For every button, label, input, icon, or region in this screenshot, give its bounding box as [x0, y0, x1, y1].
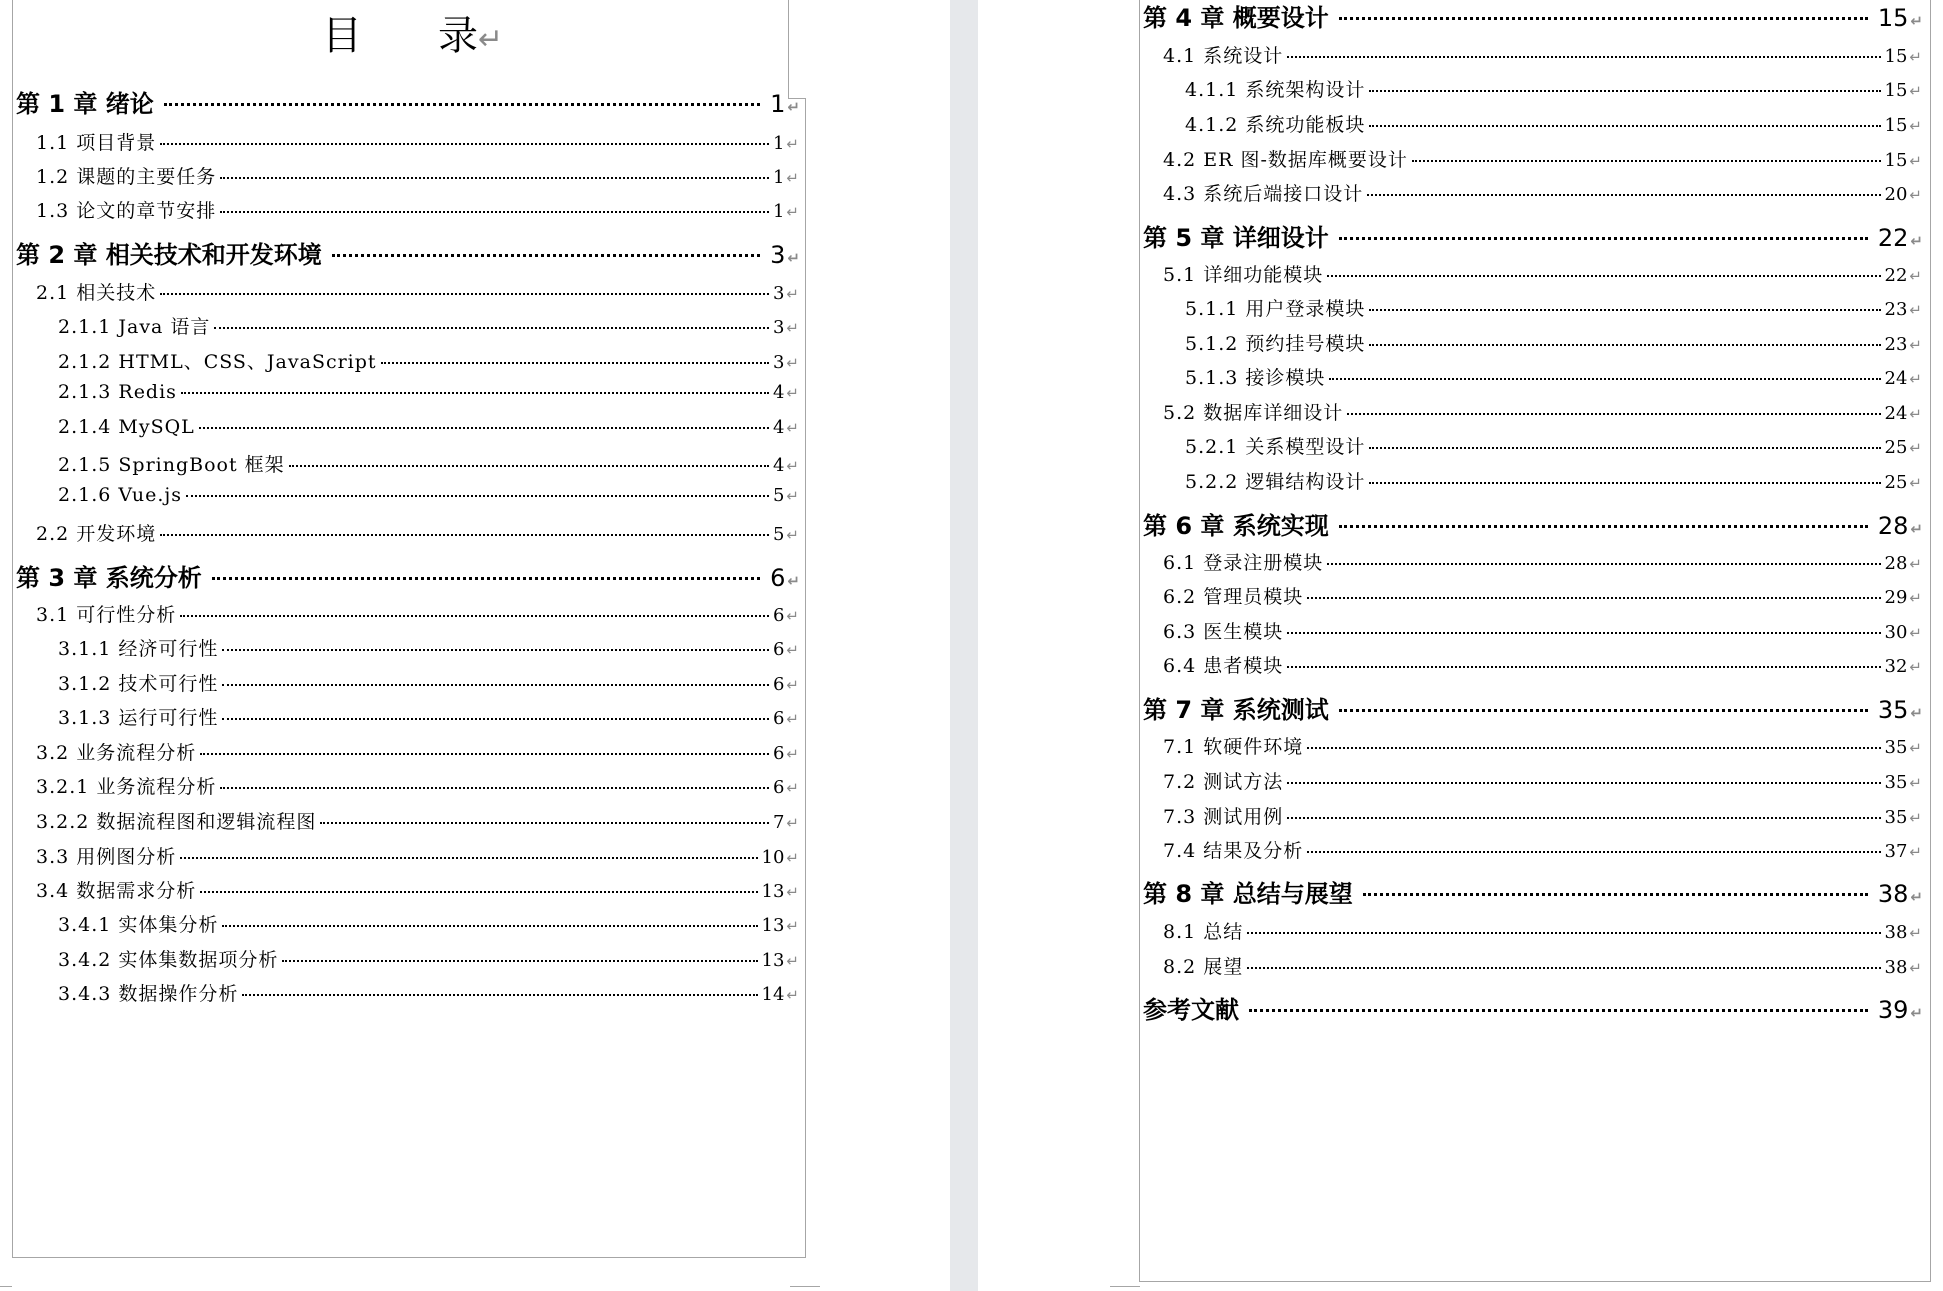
toc-entry-label: 6.2 管理员模块	[1163, 586, 1304, 608]
toc-page-number: 6	[772, 743, 785, 764]
dot-leader	[1329, 378, 1880, 380]
paragraph-mark: ↵	[1909, 152, 1923, 170]
toc-entry-label: 8.2 展望	[1163, 956, 1244, 978]
toc-page-number: 28	[1884, 553, 1908, 574]
paragraph-mark: ↵	[1910, 888, 1923, 906]
dot-leader	[220, 787, 769, 789]
toc-page-number: 28	[1877, 512, 1909, 540]
dot-leader	[1307, 597, 1880, 599]
toc-page-number: 6	[772, 777, 785, 798]
toc-subsection-entry[interactable]	[58, 312, 800, 339]
toc-entry-label: 1.3 论文的章节安排	[36, 200, 217, 222]
toc-section-entry[interactable]	[36, 196, 800, 223]
toc-entry-label: 5.2.2 逻辑结构设计	[1185, 471, 1366, 493]
toc-entry-label: 2.1.2 HTML、CSS、JavaScript	[58, 351, 377, 373]
toc-entry-label: 4.1.1 系统架构设计	[1185, 79, 1366, 101]
dot-leader	[164, 103, 760, 106]
dot-leader	[160, 293, 769, 295]
toc-page-number: 1	[772, 201, 785, 222]
toc-entry-label: 2.1.4 MySQL	[58, 416, 195, 438]
paragraph-mark: ↵	[478, 22, 504, 57]
dot-leader	[1369, 125, 1880, 127]
toc-entry-label: 第 7 章 系统测试	[1143, 696, 1329, 724]
toc-page-number: 6	[772, 708, 785, 729]
toc-subsection-entry[interactable]	[58, 416, 800, 438]
toc-page-number: 13	[761, 915, 785, 936]
toc-section-entry[interactable]	[1163, 582, 1923, 609]
toc-section-entry[interactable]	[1163, 41, 1923, 68]
toc-entry-label: 5.1.2 预约挂号模块	[1185, 333, 1366, 355]
page-gutter	[950, 0, 978, 1291]
toc-page-number: 30	[1884, 622, 1908, 643]
toc-title	[322, 4, 503, 61]
dot-leader	[242, 994, 757, 996]
toc-section-entry[interactable]	[36, 842, 800, 869]
paragraph-mark: ↵	[1909, 267, 1923, 285]
toc-chapter-entry[interactable]	[1143, 874, 1923, 909]
dot-leader	[1367, 194, 1880, 196]
paragraph-mark: ↵	[1910, 1004, 1923, 1022]
dot-leader	[1339, 17, 1868, 20]
toc-section-entry[interactable]	[1163, 651, 1923, 678]
dot-leader	[1369, 344, 1880, 346]
dot-leader	[1287, 56, 1880, 58]
paragraph-mark: ↵	[1909, 439, 1923, 457]
toc-page-number: 39	[1877, 996, 1909, 1024]
dot-leader	[1339, 237, 1868, 240]
toc-page-number: 23	[1884, 299, 1908, 320]
toc-entry-label: 第 1 章 绪论	[16, 90, 154, 118]
dot-leader	[180, 615, 769, 617]
toc-page-number: 1	[772, 133, 785, 154]
toc-entry-label: 3.2.1 业务流程分析	[36, 776, 217, 798]
paragraph-mark: ↵	[786, 779, 800, 797]
toc-section-entry[interactable]	[1163, 767, 1923, 794]
toc-entry-label: 2.1.6 Vue.js	[58, 484, 183, 506]
dot-leader	[200, 891, 757, 893]
toc-section-entry[interactable]	[36, 162, 800, 189]
paragraph-mark: ↵	[1909, 924, 1923, 942]
toc-entry-label: 第 5 章 详细设计	[1143, 224, 1329, 252]
toc-page-number: 24	[1884, 403, 1908, 424]
toc-subsection-entry[interactable]	[1185, 467, 1923, 494]
dot-leader	[1369, 90, 1880, 92]
toc-page-number: 38	[1877, 880, 1909, 908]
dot-leader	[1412, 160, 1881, 162]
paragraph-mark: ↵	[786, 710, 800, 728]
toc-entry-label: 2.2 开发环境	[36, 523, 157, 545]
paragraph-mark: ↵	[1910, 232, 1923, 250]
toc-section-entry[interactable]	[1163, 952, 1923, 979]
paragraph-mark: ↵	[786, 849, 800, 867]
toc-section-entry[interactable]	[1163, 145, 1923, 172]
toc-page-number: 29	[1884, 587, 1908, 608]
toc-page-number: 4	[772, 382, 785, 403]
dot-leader	[289, 465, 769, 467]
dot-leader	[1287, 632, 1880, 634]
toc-entry-label: 7.1 软硬件环境	[1163, 736, 1304, 758]
toc-page-number: 37	[1884, 841, 1908, 862]
dot-leader	[1249, 1009, 1868, 1012]
dot-leader	[1327, 563, 1880, 565]
toc-entry-label: 第 3 章 系统分析	[16, 564, 202, 592]
dot-leader	[320, 822, 769, 824]
toc-page-number: 1	[772, 167, 785, 188]
toc-chapter-entry[interactable]	[1143, 690, 1923, 725]
toc-section-entry[interactable]	[36, 128, 800, 155]
paragraph-mark: ↵	[1909, 474, 1923, 492]
toc-page-number: 22	[1877, 224, 1909, 252]
paragraph-mark: ↵	[786, 526, 800, 544]
toc-page-number: 10	[761, 847, 785, 868]
dot-leader	[1347, 413, 1880, 415]
toc-page-number: 7	[772, 812, 785, 833]
paragraph-mark: ↵	[786, 676, 800, 694]
toc-section-entry[interactable]	[36, 738, 800, 765]
toc-chapter-entry[interactable]	[1143, 990, 1923, 1025]
paragraph-mark: ↵	[786, 883, 800, 901]
toc-subsection-entry[interactable]	[58, 669, 800, 696]
dot-leader	[1369, 309, 1880, 311]
dot-leader	[181, 392, 769, 394]
toc-entry-label: 第 4 章 概要设计	[1143, 4, 1329, 32]
toc-section-entry[interactable]	[1163, 548, 1923, 575]
dot-leader	[212, 577, 760, 580]
paragraph-mark: ↵	[786, 917, 800, 935]
dot-leader	[222, 649, 769, 651]
toc-section-entry[interactable]	[1163, 732, 1923, 759]
toc-subsection-entry[interactable]	[1185, 363, 1923, 390]
paragraph-mark: ↵	[1909, 370, 1923, 388]
dot-leader	[1287, 666, 1880, 668]
toc-entry-label: 2.1.3 Redis	[58, 381, 177, 403]
paragraph-mark: ↵	[1910, 520, 1923, 538]
toc-chapter-entry[interactable]	[16, 235, 800, 270]
toc-page-number: 35	[1884, 737, 1908, 758]
toc-chapter-entry[interactable]	[1143, 218, 1923, 253]
toc-page-number: 38	[1884, 922, 1908, 943]
paragraph-mark: ↵	[1909, 301, 1923, 319]
dot-leader	[1247, 967, 1880, 969]
toc-section-entry[interactable]	[1163, 836, 1923, 863]
toc-page-number: 3	[770, 241, 786, 269]
paragraph-mark: ↵	[786, 641, 800, 659]
toc-entry-label: 3.1.2 技术可行性	[58, 673, 219, 695]
toc-entry-label: 4.3 系统后端接口设计	[1163, 183, 1364, 205]
toc-subsection-entry[interactable]	[58, 945, 800, 972]
dot-leader	[160, 534, 769, 536]
toc-entry-label: 6.1 登录注册模块	[1163, 552, 1324, 574]
toc-entry-label: 6.3 医生模块	[1163, 621, 1284, 643]
paragraph-mark: ↵	[786, 354, 800, 372]
dot-leader	[160, 143, 769, 145]
toc-chapter-entry[interactable]	[1143, 506, 1923, 541]
toc-page-number: 15	[1877, 4, 1909, 32]
toc-section-entry[interactable]	[1163, 398, 1923, 425]
paragraph-mark: ↵	[1909, 82, 1923, 100]
toc-entry-label: 5.2.1 关系模型设计	[1185, 436, 1366, 458]
toc-page-number: 3	[772, 317, 785, 338]
toc-chapter-entry[interactable]	[16, 84, 800, 119]
toc-page-number: 13	[761, 950, 785, 971]
paragraph-mark: ↵	[1909, 589, 1923, 607]
toc-section-entry[interactable]	[1163, 917, 1923, 944]
dot-leader	[332, 254, 760, 257]
toc-entry-label: 7.3 测试用例	[1163, 806, 1284, 828]
paragraph-mark: ↵	[1909, 624, 1923, 642]
toc-page-number: 35	[1877, 696, 1909, 724]
dot-leader	[282, 960, 757, 962]
toc-entry-label: 5.1.3 接诊模块	[1185, 367, 1326, 389]
toc-section-entry[interactable]	[1163, 179, 1923, 206]
toc-subsection-entry[interactable]	[58, 450, 800, 477]
toc-page-number: 20	[1884, 184, 1908, 205]
paragraph-mark: ↵	[786, 814, 800, 832]
toc-section-entry[interactable]	[36, 807, 800, 834]
toc-entry-label: 3.1.3 运行可行性	[58, 707, 219, 729]
paragraph-mark: ↵	[1909, 555, 1923, 573]
toc-page-number: 35	[1884, 772, 1908, 793]
dot-leader	[1327, 275, 1880, 277]
toc-entry-label: 3.4 数据需求分析	[36, 880, 197, 902]
paragraph-mark: ↵	[1909, 186, 1923, 204]
toc-entry-label: 7.4 结果及分析	[1163, 840, 1304, 862]
toc-page-number: 4	[772, 417, 785, 438]
toc-subsection-entry[interactable]	[58, 979, 800, 1006]
paragraph-mark: ↵	[1909, 336, 1923, 354]
dot-leader	[1247, 932, 1880, 934]
toc-entry-label: 1.1 项目背景	[36, 132, 157, 154]
toc-entry-label: 2.1.5 SpringBoot 框架	[58, 454, 285, 476]
toc-entry-label: 第 2 章 相关技术和开发环境	[16, 241, 322, 269]
toc-page-number: 22	[1884, 265, 1908, 286]
dot-leader	[200, 753, 769, 755]
toc-page-number: 35	[1884, 807, 1908, 828]
toc-entry-label: 5.1.1 用户登录模块	[1185, 298, 1366, 320]
toc-page-number: 13	[761, 881, 785, 902]
toc-page-number: 15	[1884, 150, 1908, 171]
toc-entry-label: 3.4.1 实体集分析	[58, 914, 219, 936]
toc-page-number: 6	[772, 605, 785, 626]
paragraph-mark: ↵	[786, 319, 800, 337]
toc-entry-label: 4.1 系统设计	[1163, 45, 1284, 67]
toc-section-entry[interactable]	[36, 876, 800, 903]
toc-page-number: 24	[1884, 368, 1908, 389]
dot-leader	[1339, 525, 1868, 528]
toc-page-number: 14	[761, 984, 785, 1005]
dot-leader	[1287, 817, 1880, 819]
paragraph-mark: ↵	[1910, 704, 1923, 722]
paragraph-mark: ↵	[1909, 809, 1923, 827]
toc-entry-label: 5.2 数据库详细设计	[1163, 402, 1344, 424]
toc-entry-label: 3.3 用例图分析	[36, 846, 177, 868]
toc-page-number: 6	[772, 674, 785, 695]
paragraph-mark: ↵	[786, 487, 800, 505]
toc-section-entry[interactable]	[1163, 260, 1923, 287]
paragraph-mark: ↵	[786, 419, 800, 437]
dot-leader	[222, 925, 757, 927]
paragraph-mark: ↵	[786, 384, 800, 402]
toc-page-number: 6	[772, 639, 785, 660]
toc-entry-label: 3.2.2 数据流程图和逻辑流程图	[36, 811, 317, 833]
text-boundary-mark	[12, 0, 13, 98]
paragraph-mark: ↵	[1910, 12, 1923, 30]
toc-subsection-entry[interactable]	[58, 703, 800, 730]
toc-title-part2: 录	[438, 13, 478, 59]
toc-subsection-entry[interactable]	[1185, 294, 1923, 321]
toc-entry-label: 5.1 详细功能模块	[1163, 264, 1324, 286]
toc-page-number: 3	[772, 283, 785, 304]
toc-chapter-entry[interactable]	[16, 558, 800, 593]
toc-subsection-entry[interactable]	[58, 634, 800, 661]
toc-section-entry[interactable]	[36, 278, 800, 305]
crop-mark	[1110, 1286, 1140, 1287]
toc-section-entry[interactable]	[36, 519, 800, 546]
paragraph-mark: ↵	[786, 986, 800, 1004]
paragraph-mark: ↵	[787, 98, 800, 116]
crop-mark	[790, 1286, 820, 1287]
dot-leader	[220, 211, 769, 213]
paragraph-mark: ↵	[787, 249, 800, 267]
toc-section-entry[interactable]	[36, 600, 800, 627]
toc-subsection-entry[interactable]	[1185, 110, 1923, 137]
toc-entry-label: 3.4.2 实体集数据项分析	[58, 949, 279, 971]
toc-entry-label: 第 8 章 总结与展望	[1143, 880, 1353, 908]
dot-leader	[1369, 482, 1880, 484]
dot-leader	[222, 718, 769, 720]
paragraph-mark: ↵	[1909, 959, 1923, 977]
toc-entry-label: 2.1.1 Java 语言	[58, 316, 211, 338]
toc-entry-label: 4.2 ER 图-数据库概要设计	[1163, 149, 1408, 171]
toc-page-number: 25	[1884, 437, 1908, 458]
toc-entry-label: 2.1 相关技术	[36, 282, 157, 304]
paragraph-mark: ↵	[786, 203, 800, 221]
toc-chapter-entry[interactable]	[1143, 0, 1923, 33]
toc-page-number: 5	[772, 485, 785, 506]
toc-title-part1: 目	[322, 13, 362, 59]
toc-subsection-entry[interactable]	[58, 484, 800, 506]
dot-leader	[1339, 709, 1868, 712]
paragraph-mark: ↵	[786, 285, 800, 303]
toc-page-number: 3	[772, 352, 785, 373]
dot-leader	[1369, 447, 1880, 449]
toc-entry-label: 3.1.1 经济可行性	[58, 638, 219, 660]
paragraph-mark: ↵	[1909, 48, 1923, 66]
dot-leader	[1307, 747, 1880, 749]
toc-entry-label: 1.2 课题的主要任务	[36, 166, 217, 188]
toc-section-entry[interactable]	[1163, 802, 1923, 829]
dot-leader	[214, 327, 769, 329]
paragraph-mark: ↵	[1909, 658, 1923, 676]
dot-leader	[180, 857, 757, 859]
paragraph-mark: ↵	[787, 572, 800, 590]
dot-leader	[381, 362, 769, 364]
toc-entry-label: 参考文献	[1143, 996, 1239, 1024]
toc-page-number: 1	[770, 90, 786, 118]
toc-page-number: 15	[1884, 80, 1908, 101]
dot-leader	[1363, 893, 1868, 896]
toc-page-number: 4	[772, 455, 785, 476]
paragraph-mark: ↵	[786, 745, 800, 763]
paragraph-mark: ↵	[786, 169, 800, 187]
toc-subsection-entry[interactable]	[58, 347, 800, 374]
paragraph-mark: ↵	[1909, 405, 1923, 423]
toc-section-entry[interactable]	[36, 772, 800, 799]
toc-page-number: 6	[770, 564, 786, 592]
toc-entry-label: 3.4.3 数据操作分析	[58, 983, 239, 1005]
paragraph-mark: ↵	[786, 952, 800, 970]
dot-leader	[1287, 782, 1880, 784]
toc-page-number: 32	[1884, 656, 1908, 677]
toc-page-number: 15	[1884, 115, 1908, 136]
toc-entry-label: 第 6 章 系统实现	[1143, 512, 1329, 540]
toc-page-number: 5	[772, 524, 785, 545]
toc-entry-label: 3.1 可行性分析	[36, 604, 177, 626]
dot-leader	[186, 495, 769, 497]
dot-leader	[1307, 851, 1880, 853]
paragraph-mark: ↵	[1909, 774, 1923, 792]
toc-page-number: 15	[1884, 46, 1908, 67]
toc-page-number: 38	[1884, 957, 1908, 978]
paragraph-mark: ↵	[1909, 739, 1923, 757]
paragraph-mark: ↵	[1909, 117, 1923, 135]
dot-leader	[222, 684, 769, 686]
toc-entry-label: 4.1.2 系统功能板块	[1185, 114, 1366, 136]
toc-entry-label: 6.4 患者模块	[1163, 655, 1284, 677]
toc-page-number: 25	[1884, 472, 1908, 493]
dot-leader	[199, 427, 769, 429]
toc-subsection-entry[interactable]	[1185, 329, 1923, 356]
toc-subsection-entry[interactable]	[58, 910, 800, 937]
paragraph-mark: ↵	[1909, 843, 1923, 861]
toc-entry-label: 8.1 总结	[1163, 921, 1244, 943]
toc-subsection-entry[interactable]	[1185, 75, 1923, 102]
toc-entry-label: 7.2 测试方法	[1163, 771, 1284, 793]
crop-mark	[0, 1286, 12, 1287]
toc-subsection-entry[interactable]	[1185, 432, 1923, 459]
paragraph-mark: ↵	[786, 457, 800, 475]
toc-entry-label: 3.2 业务流程分析	[36, 742, 197, 764]
toc-subsection-entry[interactable]	[58, 381, 800, 403]
dot-leader	[220, 177, 769, 179]
toc-section-entry[interactable]	[1163, 617, 1923, 644]
paragraph-mark: ↵	[786, 607, 800, 625]
toc-page-number: 23	[1884, 334, 1908, 355]
paragraph-mark: ↵	[786, 135, 800, 153]
